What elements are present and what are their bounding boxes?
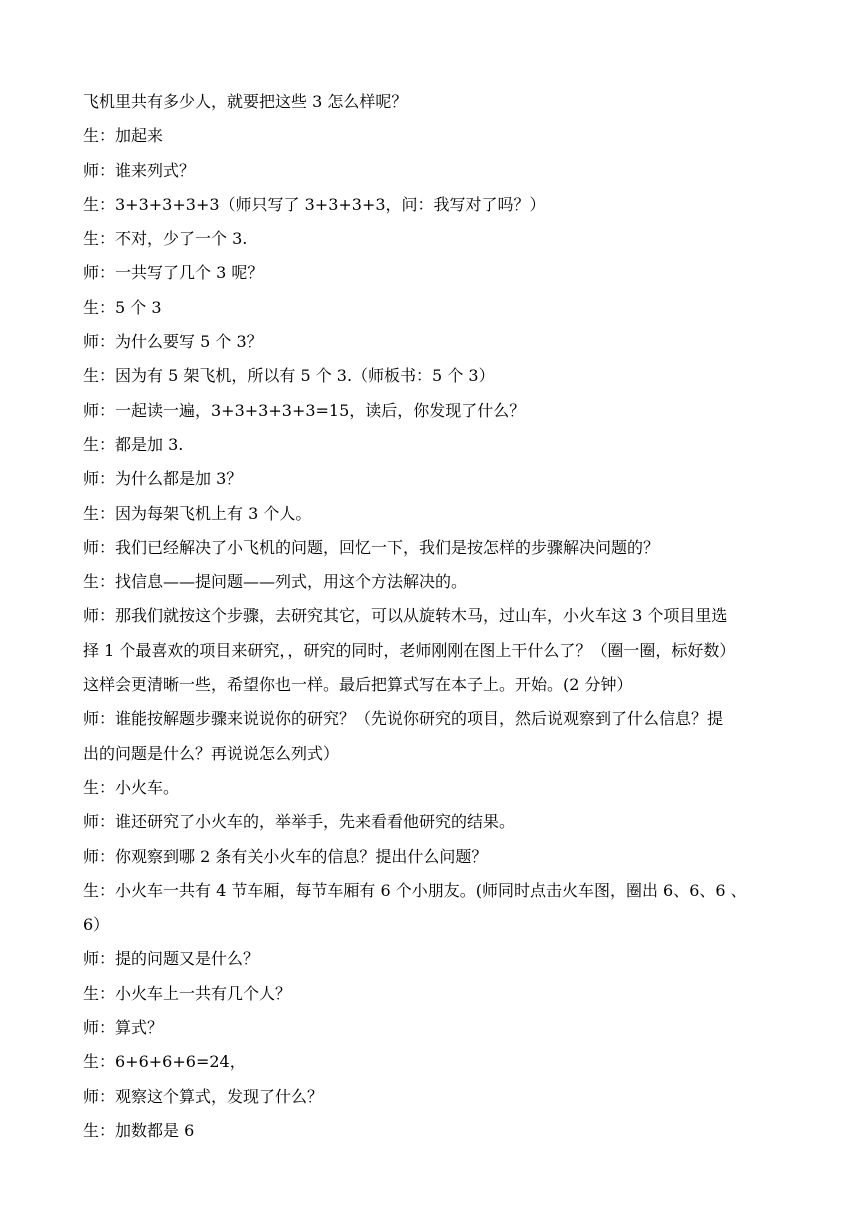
transcript-line: 生：5 个 3 <box>83 297 162 317</box>
transcript-line: 生：都是加 3. <box>83 434 184 454</box>
transcript-line: 师：你观察到哪 2 条有关小火车的信息？提出什么问题？ <box>83 846 488 866</box>
transcript-line: 师：一起读一遍，3+3+3+3+3=15，读后，你发现了什么？ <box>83 400 526 420</box>
transcript-line: 师：提的问题又是什么？ <box>83 949 260 969</box>
transcript-line: 师：为什么要写 5 个 3？ <box>83 332 263 352</box>
transcript-line: 师：为什么都是加 3？ <box>83 469 243 489</box>
transcript-body <box>83 85 783 1148</box>
transcript-line: 生：小火车一共有 4 节车厢，每节车厢有 6 个小朋友。(师同时点击火车图，圈出 6、6、6 、 <box>83 880 747 900</box>
transcript-line: 生：小火车上一共有几个人？ <box>83 983 292 1003</box>
transcript-line: 生：因为有 5 架飞机，所以有 5 个 3.（师板书：5 个 3） <box>83 366 495 386</box>
transcript-line: 生：找信息——提问题——列式，用这个方法解决的。 <box>83 572 468 592</box>
transcript-line: 师：谁能按解题步骤来说说你的研究？（先说你研究的项目，然后说观察到了什么信息？提 <box>83 709 724 729</box>
transcript-line: 生：加起来 <box>83 126 164 146</box>
transcript-line: 师：谁还研究了小火车的，举举手，先来看看他研究的结果。 <box>83 812 516 832</box>
transcript-line: 6） <box>83 915 110 935</box>
transcript-line: 择 1 个最喜欢的项目来研究，，研究的同时，老师刚刚在图上干什么了？（圈一圈，标好数） <box>83 640 736 660</box>
transcript-line: 飞机里共有多少人，就要把这些 3 怎么样呢？ <box>83 92 408 111</box>
transcript-line: 生：因为每架飞机上有 3 个人。 <box>83 503 312 523</box>
transcript-line: 生：3+3+3+3+3（师只写了 3+3+3+3，问：我写对了吗？） <box>83 194 546 214</box>
transcript-line: 师：谁来列式？ <box>83 160 196 180</box>
transcript-line: 这样会更清晰一些，希望你也一样。最后把算式写在本子上。开始。(2 分钟） <box>83 675 633 695</box>
transcript-line: 师：那我们就按这个步骤，去研究其它，可以从旋转木马，过山车，小火车这 3 个项目里选 <box>83 606 728 626</box>
transcript-line: 生：不对，少了一个 3. <box>83 229 248 249</box>
transcript-line: 生：小火车。 <box>83 777 180 797</box>
transcript-line: 出的问题是什么？再说说怎么列式） <box>83 743 340 763</box>
transcript-line: 师：观察这个算式，发现了什么？ <box>83 1086 324 1106</box>
transcript-line: 生：6+6+6+6=24， <box>83 1052 246 1072</box>
transcript-line: 师：一共写了几个 3 呢？ <box>83 263 264 283</box>
transcript-line: 生：加数都是 6 <box>83 1120 195 1140</box>
transcript-line: 师：我们已经解决了小飞机的问题，回忆一下，我们是按怎样的步骤解决问题的？ <box>83 537 660 557</box>
transcript-line: 师：算式？ <box>83 1018 164 1038</box>
